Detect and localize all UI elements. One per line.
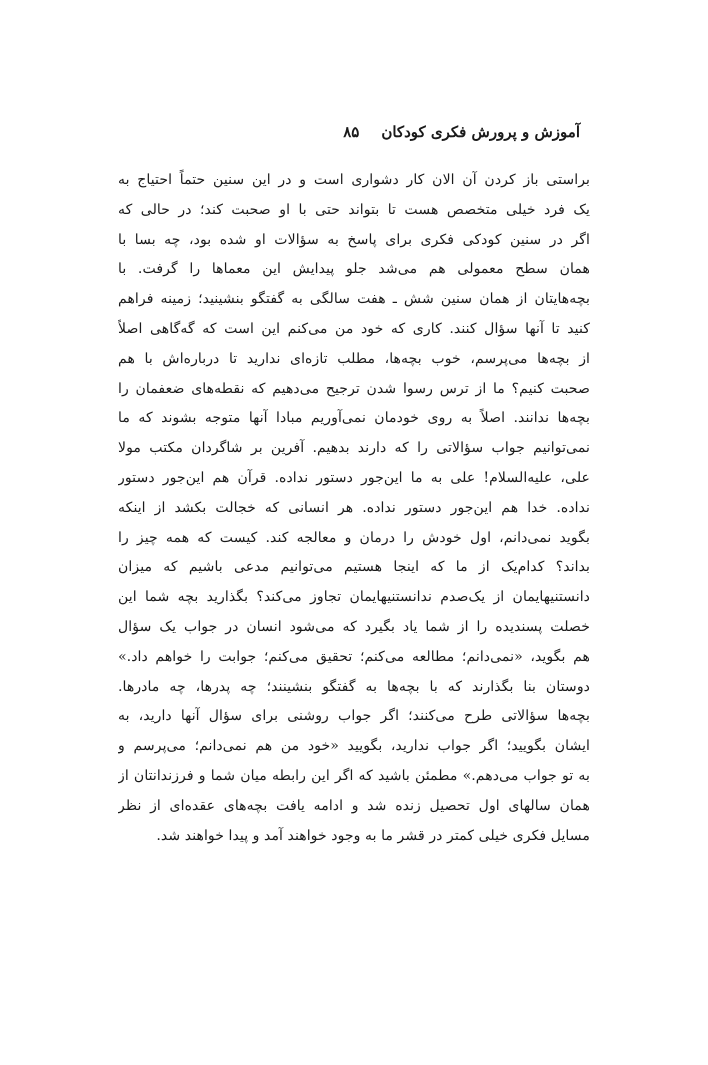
text-line: دانستنیهایمان از یک‌صدم ندانستنیهایمان تجاوز می‌کند؟ بگذارید بچه شما این bbox=[118, 589, 590, 606]
text-line: دوستان بنا بگذارند که با بچه‌ها به گفتگو بنشینند؛ چه پدرها، چه مادرها. bbox=[118, 678, 590, 695]
text-line: براستی باز کردن آن الان کار دشواری است و در این سنین حتماً احتیاج به bbox=[118, 172, 590, 188]
text-line: به تو جواب می‌دهم.» مطمئن باشید که اگر این رابطه میان شما و فرزندانتان از bbox=[118, 767, 590, 784]
running-header bbox=[120, 118, 580, 146]
text-line: کنید تا آنها سؤال کنند. کاری که خود من می‌کنم این است که گه‌گاهی اصلاً bbox=[118, 320, 590, 337]
text-line: هم بگوید، «نمی‌دانم؛ مطالعه می‌کنم؛ تحقیق می‌کنم؛ جوابت را خواهم داد.» bbox=[118, 648, 590, 665]
text-line: از بچه‌ها می‌پرسم، خوب بچه‌ها، مطلب تازه‌ای ندارید تا درباره‌اش با هم bbox=[118, 350, 590, 367]
text-line: بچه‌ها ندانند. اصلاً به روی خودمان نمی‌آوریم مبادا آنها متوجه بشوند که ما bbox=[118, 410, 590, 427]
text-line: همان سالهای اول تحصیل زنده شد و ادامه یافت بچه‌های عقده‌ای از نظر bbox=[118, 797, 590, 814]
text-line: همان سطح معمولی هم می‌شد جلو پیدایش این معماها را گرفت. با bbox=[118, 261, 590, 278]
running-title: آموزش و پرورش فکری کودکان bbox=[381, 123, 580, 141]
text-line: نداده. خدا هم این‌جور دستور نداده. هر انسانی که خجالت بکشد از اینکه bbox=[118, 499, 590, 516]
text-line: علی، علیه‌السلام! علی به ما این‌جور دستور نداده. قرآن هم این‌جور دستور bbox=[118, 469, 590, 486]
text-line: یک فرد خیلی متخصص هست تا بتواند حتی با او صحبت کند؛ در حالی که bbox=[118, 201, 590, 218]
text-line: بداند؟ کدام‌یک از ما که اینجا هستیم می‌توانیم مدعی باشیم که میزان bbox=[118, 559, 590, 576]
text-line: بچه‌هایتان از همان سنین شش ـ هفت سالگی به گفتگو بنشینید؛ زمینه فراهم bbox=[118, 291, 590, 308]
page-number: ۸۵ bbox=[343, 123, 360, 141]
text-line: ایشان بگویید؛ اگر جواب ندارید، بگویید «خود من هم نمی‌دانم؛ می‌پرسم و bbox=[118, 738, 590, 755]
text-line: صحبت کنیم؟ ما از ترس رسوا شدن ترجیح می‌دهیم که نقطه‌های ضعفمان را bbox=[118, 380, 590, 397]
text-line: خصلت پسندیده را از شما یاد بگیرد که می‌شود انسان در جواب یک سؤال bbox=[118, 618, 590, 635]
text-line: مسایل فکری خیلی کمتر در قشر ما به وجود خواهند آمد و پیدا خواهند شد. bbox=[156, 827, 590, 844]
text-line: بچه‌ها سؤالاتی طرح می‌کنند؛ اگر جواب روشنی برای سؤال آنها دارید، به bbox=[118, 708, 590, 725]
body-paragraph bbox=[118, 166, 590, 851]
text-line: اگر در سنین کودکی فکری برای پاسخ به سؤالات او شده بود، چه بسا با bbox=[118, 231, 590, 248]
text-line: نمی‌توانیم جواب سؤالاتی را که دارند بدهیم. آفرین بر شاگردان مکتب مولا bbox=[118, 440, 590, 457]
text-line: بگوید نمی‌دانم، اول خودش را درمان و معالجه کند. کیست که همه چیز را bbox=[118, 529, 590, 546]
